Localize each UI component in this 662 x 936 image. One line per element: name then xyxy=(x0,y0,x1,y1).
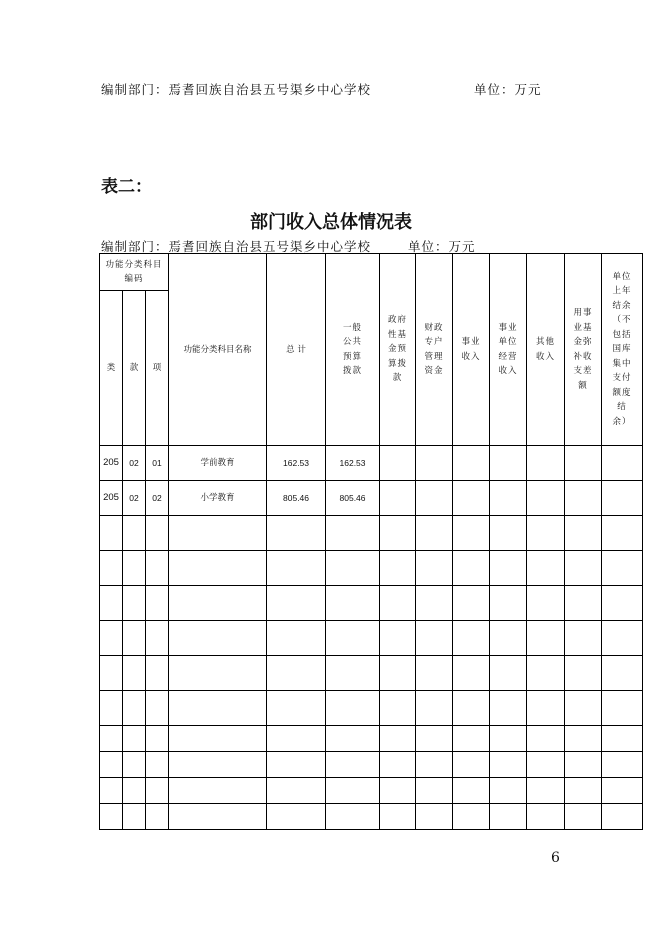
empty-row xyxy=(100,586,643,621)
header-lei: 类 xyxy=(100,291,123,446)
header-general-budget: 一般公共预算拨款 xyxy=(326,254,380,446)
cell-lei: 205 xyxy=(100,446,123,481)
top-dept-label: 编制部门：焉耆回族自治县五号渠乡中心学校 xyxy=(101,82,372,97)
table-dept-label: 编制部门：焉耆回族自治县五号渠乡中心学校 xyxy=(101,239,372,254)
header-xiang: 项 xyxy=(146,291,169,446)
income-summary-table xyxy=(99,253,643,830)
header-other-income: 其他收入 xyxy=(527,254,565,446)
cell-func-name: 小学教育 xyxy=(169,481,267,516)
empty-row xyxy=(100,551,643,586)
empty-row xyxy=(100,752,643,778)
empty-row xyxy=(100,691,643,726)
cell-lei: 205 xyxy=(100,481,123,516)
table-title: 部门收入总体情况表 xyxy=(250,212,412,233)
empty-row xyxy=(100,621,643,656)
header-total: 总 计 xyxy=(267,254,326,446)
table-row xyxy=(100,481,643,516)
empty-row xyxy=(100,516,643,551)
header-func-code: 功能分类科目编码 xyxy=(100,254,169,291)
cell-kuan: 02 xyxy=(123,481,146,516)
top-unit-label: 单位：万元 xyxy=(474,82,542,97)
header-func-name: 功能分类科目名称 xyxy=(169,254,267,446)
header-unit-operating: 事业单位经营收入 xyxy=(490,254,527,446)
header-fund-cover: 用事业基金弥补收支差额 xyxy=(565,254,602,446)
table-unit-label: 单位：万元 xyxy=(408,239,476,254)
cell-total: 162.53 xyxy=(267,446,326,481)
header-fiscal-special: 财政专户管理资金 xyxy=(416,254,453,446)
cell-kuan: 02 xyxy=(123,446,146,481)
empty-row xyxy=(100,804,643,830)
page-number: 6 xyxy=(551,850,560,866)
cell-total: 805.46 xyxy=(267,481,326,516)
empty-row xyxy=(100,778,643,804)
empty-row xyxy=(100,656,643,691)
header-gov-fund: 政府性基金预算拨款 xyxy=(380,254,416,446)
cell-xiang: 02 xyxy=(146,481,169,516)
header-kuan: 款 xyxy=(123,291,146,446)
header-row-1 xyxy=(100,254,643,291)
cell-xiang: 01 xyxy=(146,446,169,481)
empty-row xyxy=(100,726,643,752)
cell-func-name: 学前教育 xyxy=(169,446,267,481)
cell-general-budget: 162.53 xyxy=(326,446,380,481)
table-row xyxy=(100,446,643,481)
header-prev-balance: 单位上年结余（不包括国库集中支付额度结余） xyxy=(602,254,643,446)
cell-general-budget: 805.46 xyxy=(326,481,380,516)
section-title: 表二： xyxy=(101,177,152,197)
header-business-income: 事业收入 xyxy=(453,254,490,446)
